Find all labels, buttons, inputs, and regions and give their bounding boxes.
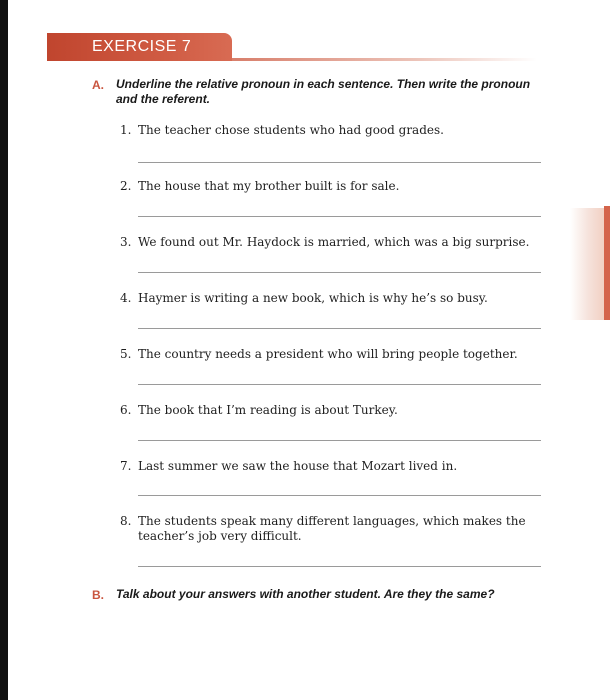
item-number: 6. — [120, 403, 132, 417]
list-item — [120, 235, 540, 250]
page-edge-tab — [604, 206, 610, 320]
answer-line[interactable] — [138, 384, 541, 385]
answer-line[interactable] — [138, 495, 541, 496]
section-b-instruction: Talk about your answers with another student. Are they the same? — [116, 587, 495, 601]
item-sentence: The book that I’m reading is about Turkey. — [138, 403, 398, 417]
item-sentence: Last summer we saw the house that Mozart lived in. — [138, 459, 458, 473]
item-number: 2. — [120, 179, 132, 193]
item-sentence: The students speak many different languages, which makes the teacher’s job very difficult. — [138, 514, 526, 543]
answer-line[interactable] — [138, 216, 541, 217]
item-sentence: The country needs a president who will bring people together. — [138, 347, 518, 361]
item-sentence: Haymer is writing a new book, which is why he’s so busy. — [138, 291, 488, 305]
list-item — [120, 123, 540, 138]
answer-line[interactable] — [138, 162, 541, 163]
page-left-edge — [0, 0, 8, 700]
item-number: 3. — [120, 235, 132, 249]
answer-line[interactable] — [138, 566, 541, 567]
answer-line[interactable] — [138, 328, 541, 329]
answer-line[interactable] — [138, 272, 541, 273]
item-number: 8. — [120, 514, 132, 528]
item-number: 4. — [120, 291, 132, 305]
section-b-letter: B. — [92, 588, 104, 602]
list-item — [120, 403, 540, 418]
list-item — [120, 179, 540, 194]
item-sentence: We found out Mr. Haydock is married, which was a big surprise. — [138, 235, 530, 249]
list-item — [120, 291, 540, 306]
item-sentence: The house that my brother built is for sale. — [138, 179, 400, 193]
section-a-instruction: Underline the relative pronoun in each sentence. Then write the pronoun and the referent. — [116, 77, 531, 106]
list-item — [120, 514, 530, 544]
exercise-title: EXERCISE 7 — [47, 33, 232, 61]
item-number: 7. — [120, 459, 132, 473]
item-sentence: The teacher chose students who had good grades. — [138, 123, 444, 137]
list-item — [120, 459, 540, 474]
list-item — [120, 347, 540, 362]
item-number: 1. — [120, 123, 132, 137]
item-number: 5. — [120, 347, 132, 361]
section-a-letter: A. — [92, 78, 104, 92]
answer-line[interactable] — [138, 440, 541, 441]
